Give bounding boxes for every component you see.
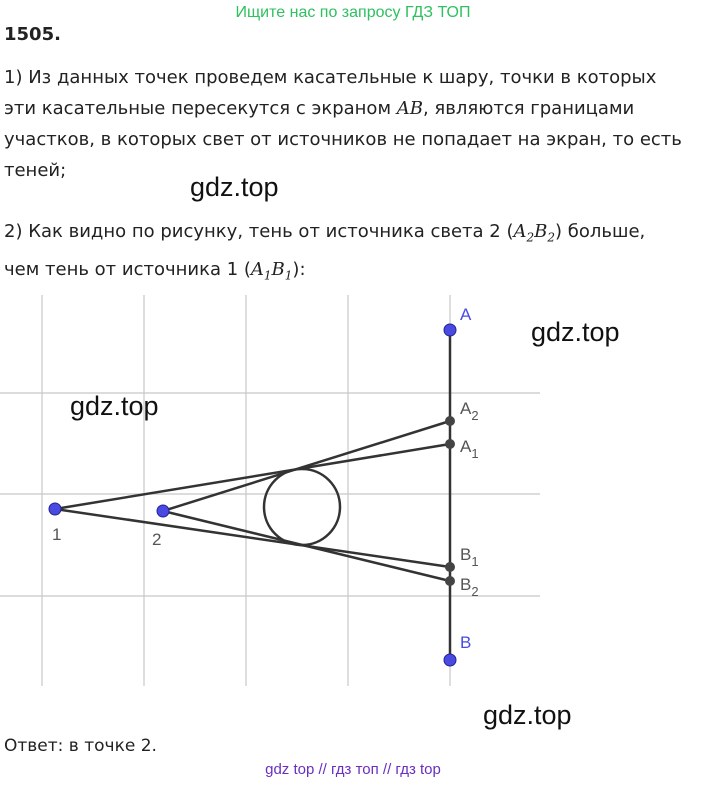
p1-line-4: теней; (4, 160, 67, 181)
answer: Ответ: в точке 2. (4, 736, 157, 756)
watermark: gdz.top (190, 172, 279, 202)
source-1-point (49, 503, 61, 515)
shadow-diagram (0, 290, 706, 720)
watermark: gdz.top (531, 317, 620, 347)
bottom-links[interactable]: gdz top // гдз топ // гдз top (265, 761, 441, 778)
p2-line-1: 2) Как видно по рисунку, тень от источника света 2 $(A_2B_2)$ больше, (4, 221, 646, 245)
point-a (444, 324, 456, 336)
label-a2: $A_2$ (460, 399, 479, 423)
sphere (264, 469, 340, 545)
site-banner[interactable]: Ищите нас по запросу ГДЗ ТОП (235, 4, 471, 21)
grid (0, 295, 540, 686)
label-source-2: 2 (152, 530, 162, 549)
var-ab: AB (396, 98, 423, 119)
point-b1 (445, 562, 455, 572)
point-b (444, 654, 456, 666)
p1-line-3: участков, в которых свет от источников не попадает на экран, то есть (4, 129, 682, 150)
point-b2 (445, 576, 455, 586)
tangent-lines (55, 421, 450, 581)
p1-line-2: эти касательные пересекутся с экраном AB, являются границами (4, 98, 635, 119)
watermark: gdz.top (483, 700, 572, 730)
source-2-point (157, 505, 169, 517)
point-a1 (445, 439, 455, 449)
label-b1: $B_1$ (460, 545, 479, 569)
p1-line-1: 1) Из данных точек проведем касательные к шару, точки в которых (4, 67, 657, 88)
point-a2 (445, 416, 455, 426)
label-a: A (460, 305, 472, 324)
label-b: B (460, 633, 472, 652)
paragraph-2 (4, 216, 704, 291)
label-a1: $A_1$ (460, 437, 479, 461)
watermark: gdz.top (70, 391, 159, 421)
p2-line-2: чем тень от источника 1 $(A_1B_1)$: (4, 258, 306, 283)
paragraph-1 (4, 62, 704, 186)
label-source-1: 1 (52, 525, 62, 544)
problem-number: 1505. (4, 24, 61, 45)
label-b2: $B_2$ (460, 575, 479, 599)
